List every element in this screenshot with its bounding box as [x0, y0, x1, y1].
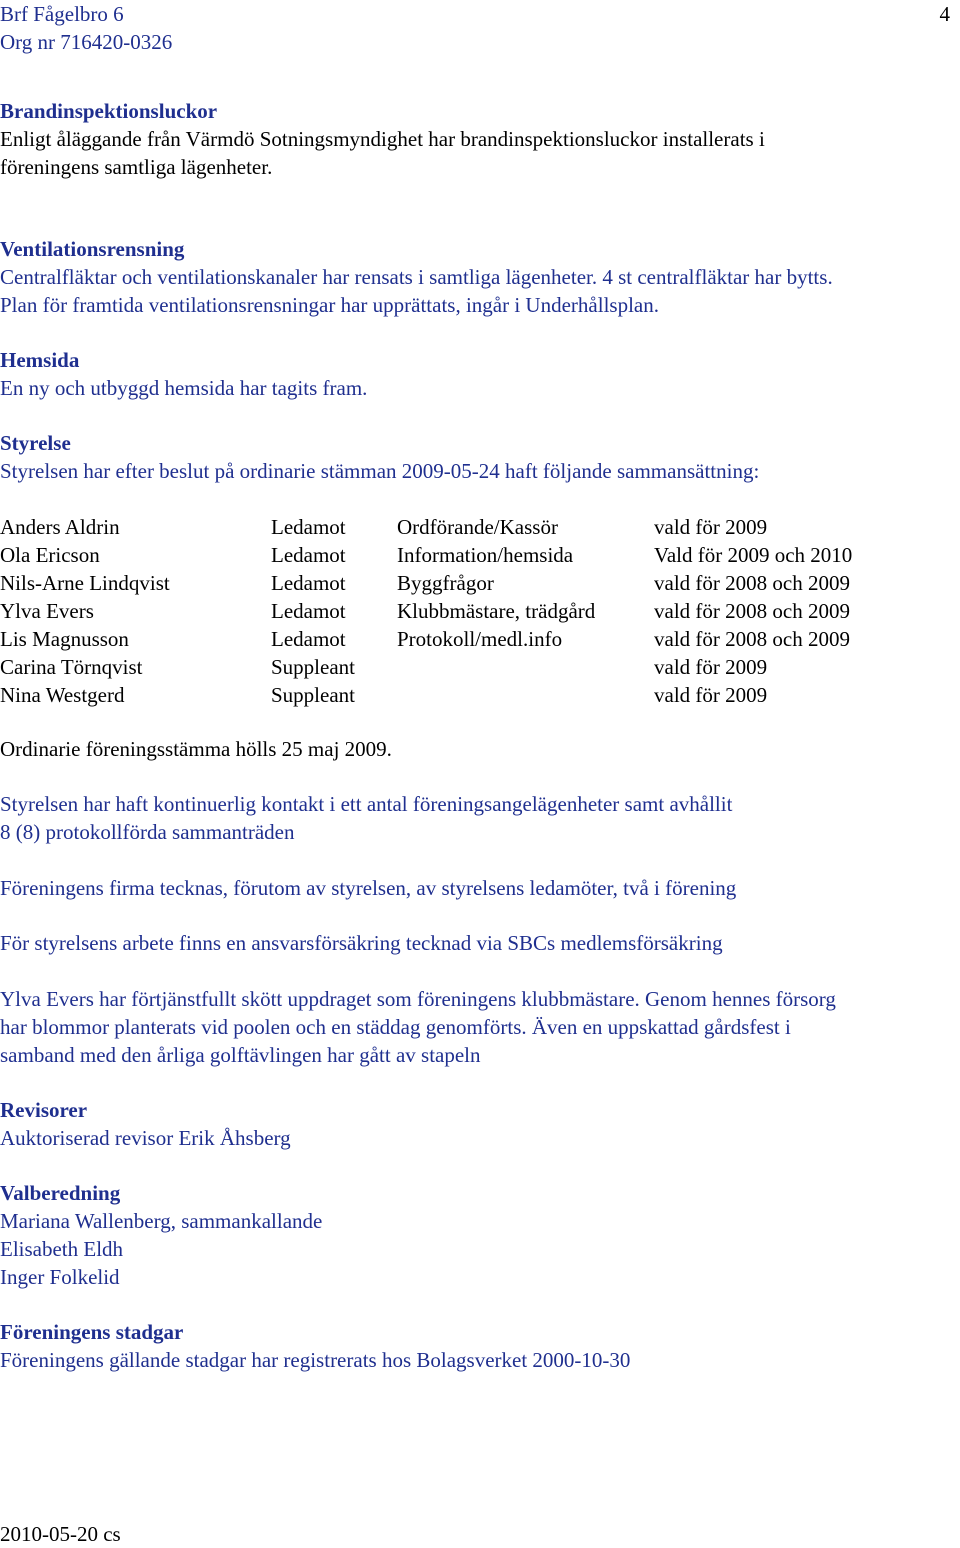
board-member-name: Lis Magnusson	[0, 627, 129, 651]
board-member-name: Ola Ericson	[0, 543, 100, 567]
section-heading-brand: Brandinspektionsluckor	[0, 99, 218, 123]
section-heading-stadgar: Föreningens stadgar	[0, 1320, 184, 1344]
ventilation-text-line: Centralfläktar och ventilationskanaler har rensats i samtliga lägenheter. 4 st centralfläktar har bytts.	[0, 265, 833, 289]
hemsida-text-line: En ny och utbyggd hemsida har tagits fram.	[0, 376, 368, 400]
board-member-elected: vald för 2008 och 2009	[654, 571, 850, 595]
brand-text-line: föreningens samtliga lägenheter.	[0, 155, 273, 179]
board-member-name: Ylva Evers	[0, 599, 94, 623]
section-heading-hemsida: Hemsida	[0, 348, 80, 372]
stamma-text: Ordinarie föreningsstämma hölls 25 maj 2009.	[0, 737, 392, 761]
section-heading-valberedning: Valberedning	[0, 1181, 121, 1205]
klubb-text-line: har blommor planterats vid poolen och en städdag genomförts. Även en uppskattad gårdsfest i	[0, 1015, 791, 1039]
valberedning-member: Mariana Wallenberg, sammankallande	[0, 1209, 323, 1233]
board-member-name: Nina Westgerd	[0, 683, 125, 707]
board-member-elected: vald för 2008 och 2009	[654, 599, 850, 623]
board-member-task: Information/hemsida	[397, 543, 574, 567]
stadgar-text-line: Föreningens gällande stadgar har registrerats hos Bolagsverket 2000-10-30	[0, 1348, 631, 1372]
kontakt-text-line: Styrelsen har haft kontinuerlig kontakt i ett antal föreningsangelägenheter samt avhållit	[0, 792, 733, 816]
board-member-role: Ledamot	[271, 627, 346, 651]
valberedning-member: Elisabeth Eldh	[0, 1237, 124, 1261]
board-member-task: Protokoll/medl.info	[397, 627, 563, 651]
valberedning-member: Inger Folkelid	[0, 1265, 120, 1289]
board-member-role: Ledamot	[271, 543, 346, 567]
board-member-role: Ledamot	[271, 515, 346, 539]
board-member-task: Klubbmästare, trädgård	[397, 599, 596, 623]
org-name: Brf Fågelbro 6	[0, 2, 124, 26]
board-member-elected: vald för 2009	[654, 655, 768, 679]
board-member-name: Anders Aldrin	[0, 515, 120, 539]
klubb-text-line: Ylva Evers har förtjänstfullt skött uppdraget som föreningens klubbmästare. Genom hennes försorg	[0, 987, 836, 1011]
board-member-elected: vald för 2009	[654, 515, 768, 539]
styrelse-intro: Styrelsen har efter beslut på ordinarie stämman 2009-05-24 haft följande sammansättning:	[0, 459, 760, 483]
board-member-role: Ledamot	[271, 571, 346, 595]
board-member-task: Byggfrågor	[397, 571, 494, 595]
section-heading-revisorer: Revisorer	[0, 1098, 88, 1122]
board-member-name: Nils-Arne Lindqvist	[0, 571, 170, 595]
revisorer-text-line: Auktoriserad revisor Erik Åhsberg	[0, 1126, 291, 1150]
board-member-task: Ordförande/Kassör	[397, 515, 558, 539]
board-member-role: Suppleant	[271, 683, 355, 707]
org-number: Org nr 716420-0326	[0, 30, 173, 54]
forsakring-text: För styrelsens arbete finns en ansvarsförsäkring tecknad via SBCs medlemsförsäkring	[0, 931, 723, 955]
board-member-elected: vald för 2008 och 2009	[654, 627, 850, 651]
kontakt-text-line: 8 (8) protokollförda sammanträden	[0, 820, 295, 844]
board-member-name: Carina Törnqvist	[0, 655, 143, 679]
ventilation-text-line: Plan för framtida ventilationsrensningar har upprättats, ingår i Underhållsplan.	[0, 293, 659, 317]
klubb-text-line: samband med den årliga golftävlingen har gått av stapeln	[0, 1043, 481, 1067]
brand-text-line: Enligt åläggande från Värmdö Sotningsmyndighet har brandinspektionsluckor installerats i	[0, 127, 765, 151]
section-heading-ventilation: Ventilationsrensning	[0, 237, 185, 261]
board-member-elected: Vald för 2009 och 2010	[654, 543, 853, 567]
board-member-role: Ledamot	[271, 599, 346, 623]
section-heading-styrelse: Styrelse	[0, 431, 71, 455]
page-number: 4	[939, 2, 950, 26]
firma-text: Föreningens firma tecknas, förutom av styrelsen, av styrelsens ledamöter, två i förening	[0, 876, 737, 900]
footer-date: 2010-05-20 cs	[0, 1522, 121, 1546]
board-member-role: Suppleant	[271, 655, 355, 679]
board-member-elected: vald för 2009	[654, 683, 768, 707]
